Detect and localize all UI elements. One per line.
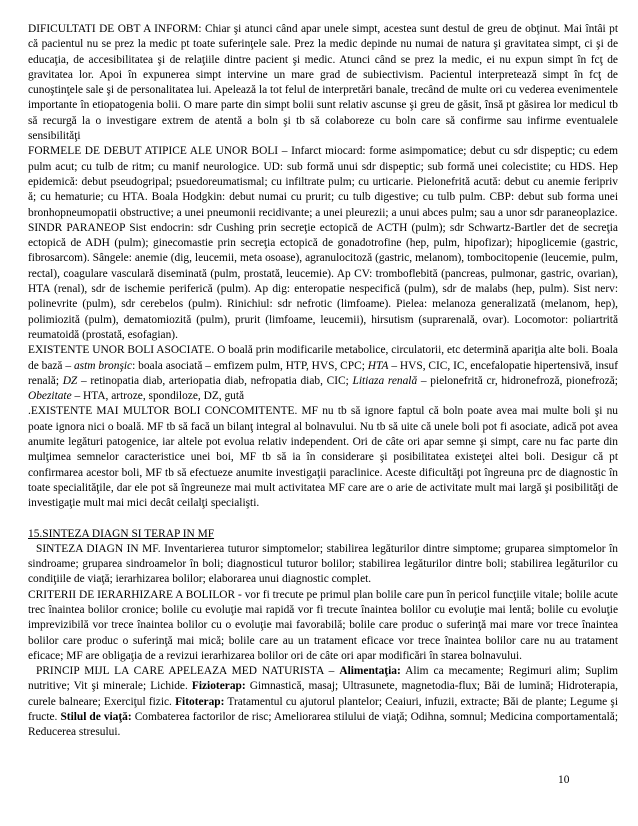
spacer [28, 512, 618, 527]
paragraph-sindr-paraneop: SINDR PARANEOP Sist endocrin: sdr Cushing prin secreţie ectopică de ACTH (pulm); sdr Schwartz-Bartler det de secreţia ectopică de ADH (pulm); ginecomastie prin secreţia ectopică de gonadotrofine (hep, pulm, hipofizar); hipoglicemie (gastric, fibrosarcom). Sângele: anemie (dig, leucemii, meta osoase), agranulocitoză (gastric, melanom), tombocitopenie (leucemie, pulm, rectal), coagulare vasculară diseminată (pulm, prostată, leucemie). Ap CV: tromboflebită (pancreas, pulmonar, gastric, ovarian), HTA (renal), sdr de ischemie periferică (pulm). Ap dig: enteropatie nespecifică (pulm), sdr de malabs (hep, pulm). Sist nerv: polinevrite (pulm), sdr cerebelos (pulm). Rinichiul: sdr nefrotic (limfoame). Pielea: melanoza generalizată (melanom, hep), polimiozită (pulm), dematomiozită (pulm), prurit (limfoame, leucemii), hirsutism (suprarenală, ovar). Locomotor: poliartrită reumatoidă (prostată, esofagian). [28, 221, 618, 341]
paragraph-med-naturista [28, 664, 618, 740]
text-run: Gimnastică, masaj; Ultrasunete, magnetodia-flux; Băi de lumină; Hidroterapia, curele balneare; Exerciţul fizic. [28, 680, 619, 708]
bold-term: Stilul de viaţă: [60, 711, 132, 724]
text-run: Alim ca mecamente; Regimuri alim; Suplim nutritive; Vit şi minerale; Lichide. [28, 665, 618, 693]
italic-term: DZ [62, 374, 78, 387]
text-run: EXISTENTE UNOR BOLI ASOCIATE. O boală prin modificarile metabolice, circulatorii, etc determină apariţia alte boli. Boala de bază – [28, 344, 618, 372]
section-heading: 15.SINTEZA DIAGN SI TERAP IN MF [28, 527, 215, 540]
paragraph-boli-asociate [28, 343, 618, 404]
paragraph-criterii-ierarhizare: CRITERII DE IERARHIZARE A BOLILOR - vor fi trecute pe primul plan bolile care pun în pericol funcţiile vitale; bolile acute trec înaintea bolilor cronice; bolile cu evoluţie mai rapidă vor fi trecute înaintea bolilor cu evoluţie mai lentă; bolile cu evoluţie imprevizibilă vor trece înaintea bolilor cu o evoluţie mai favorabilă; bolile care produc o suferinţă mai mare vor trece înaintea bolilor care produc o suferinţă mai mică; bolile care au un tratament eficace vor trece înaintea bolilor care nu au tratament eficace; MF are obligaţia de a revizui ierarhizarea bolilor ori de câte ori apar modificări în starea bolnavului. [28, 588, 618, 662]
text-run: – retinopatia diab, arteriopatia diab, nefropatia diab, CIC; [77, 374, 353, 387]
italic-term: Litiaza renală [352, 374, 418, 387]
italic-term: astm bronşic [73, 359, 133, 372]
text-run: – HTA, artroze, spondiloze, DZ, gută [71, 390, 245, 403]
italic-term: Obezitate [28, 390, 72, 403]
bold-term: Alimentaţia: [339, 665, 401, 678]
text-run: Tratamentul cu ajutorul plantelor; Ceaiuri, infuzii, extracte; Băi de plante; Legume şi fructe. [28, 695, 619, 724]
bold-term: Fizioterap: [191, 680, 246, 693]
text-run: – pielonefrită cr, hidronefroză, pionefroză; [417, 374, 618, 387]
bold-term: Fitoterap: [175, 695, 225, 708]
text-run: Combaterea factorilor de risc; Ameliorarea stilului de viaţă; Odihna, somnul; Medicina comportamentală; Reducerea stresului. [28, 711, 618, 739]
italic-term: HTA [367, 359, 389, 372]
text-run: : boala asociată – emfizem pulm, HTP, HVS, CPC; [132, 359, 368, 372]
paragraph-sinteza-diagn: SINTEZA DIAGN IN MF. Inventarierea tuturor simptomelor; stabilirea legăturilor dintre simptome; gruparea simptomelor în sindroame; gruparea sindroamelor în boli; diagnosticul tuturor bolilor; stabilirea legăturilor dintre boli; stabilirea legăturilor cu condiţiile de viaţă; ierarhizarea bolilor; elaborarea unui diagnostic complet. [28, 542, 618, 586]
paragraph-dificultati: DIFICULTATI DE OBT A INFORM: Chiar şi atunci când apar unele simpt, acestea sunt destul de greu de obţinut. Mai întâi pt că pacientul nu se prez la medic pt toate suferinţele sale. Prez la medic depinde nu numai de natura şi gravitatea simpt, ci şi de educaţia, de accesibilitatea şi de relaţiile dintre pacient şi medic. Atunci când se prez la medic, ei nu expun simpt în fcţ de gravitatea lor. Apoi în expunerea simpt intervine un mare grad de subiectivism. Pacientul interpretează simpt în fcţ de cunoştinţele sale şi de personalitatea lui. Apelează la tot felul de interpretări banale, trecând de multe ori cu vederea evenimentele importante în etiopatogenia bolii. O mare parte din simpt bolii sunt relativ ascunse şi greu de găsit, însă pt găsirea lor medicul tb să recurgă la o investigare extrem de atentă a boln şi tb să colaboreze cu boln care să confirme sau infirme eventualele sensibilităţi [28, 23, 618, 143]
paragraph-boli-concomitente: .EXISTENTE MAI MULTOR BOLI CONCOMITENTE. MF nu tb să ignore faptul că boln poate avea mai multe boli şi nu poate ignora nici o boală. MF tb să facă un bilanţ integral al bolnavului. Nu tb să uite că unele boli pot fi asociate, adică pot avea anumite legături patogenice, iar altele pot evolua relativ independent. Ori de câte ori apar semne şi simpt, care nu fac parte din mulţimea semnelor caracteristice unei boi, MF tb să ia în considerare şi posibilitatea existeţei altei boli. Desigur că pt confirmarea acestor boli, MF tb să efectueze anumite investigaţii paraclinice. Aceste dificultăţi pot îngreuna prc de diagnostic în toate specialităţile, dar ele pot să îngreuneze mai mult activitatea MF care are o arie de activitate mult mai largă şi posibilităţi de investigaţie mult mai mici decât ceilalţi specialişti. [28, 405, 618, 510]
text-run: PRINCIP MIJL LA CARE APELEAZA MED NATURISTA – [36, 665, 340, 678]
text-run: – HVS, CIC, IC, encefalopatie hipertensivă, insuf renală; [28, 359, 619, 387]
document-body [28, 22, 618, 741]
paragraph-forme-debut: FORMELE DE DEBUT ATIPICE ALE UNOR BOLI – Infarct miocard: forme asimpomatice; debut cu sdr dispeptic; cu edem pulm acut; cu tulb de ritm; cu manif neurologice. UD: sub formă unui sdr dispeptic; sub formă unei colecistite; cu HDS. Hep epidemică: debut pseudogripal; psuedoreumatismal; cu infiltrate pulm; cu urticarie. Pielonefrită acută: debut cu anemie feripriv ă; cu hematurie; cu HTA. Boala Hodgkin: debut numai cu prurit; cu tulb digestive; cu tulb pulm. CBP: debut sub forma unei bronhopneumopatii obstructive; a unei pneumonii recidivante; a unei pleurezii; a unui abces pulm; sau a unor sdr paraneoplazice. [28, 145, 618, 219]
page-number: 10 [558, 774, 570, 786]
